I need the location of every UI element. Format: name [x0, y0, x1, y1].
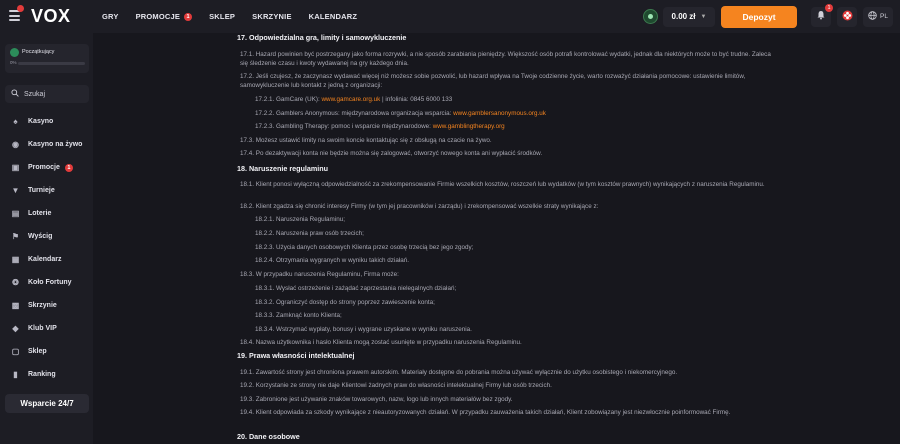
bell-icon [816, 10, 826, 23]
sidebar-item-label: Koło Fortuny [28, 279, 72, 286]
sidebar-item-label: Kasyno na żywo [28, 141, 83, 148]
paragraph: 19.3. Zabronione jest używanie znaków towarowych, nazw, logo lub innych materiałów bez zgody. [240, 396, 513, 403]
paragraph: 19.2. Korzystanie ze strony nie daje Klientowi żadnych praw do własności intelektualnej Firmy lub osób trzecich. [240, 382, 552, 389]
sidebar-item-turnieje[interactable] [0, 179, 93, 202]
notifications-button[interactable] [811, 4, 831, 27]
sidebar-item-wyscig[interactable] [0, 225, 93, 248]
section-title: 17. Odpowiedzialna gra, limity i samowykluczenie [237, 33, 407, 42]
level-card[interactable] [5, 44, 89, 73]
search-placeholder: Szukaj [24, 90, 46, 98]
sidebar-item-promocje[interactable] [0, 156, 93, 179]
paragraph: 17.4. Po dezaktywacji konta nie będzie można się zalogować, otworzyć nowego konta ani wypłacić środków. [240, 150, 543, 157]
sidebar-item-kalendarz[interactable] [0, 248, 93, 271]
paragraph: 18.3. W przypadku naruszenia Regulaminu, Firma może: [240, 271, 399, 278]
sidebar-item-sklep[interactable] [0, 340, 93, 363]
diamond-icon: ◆ [12, 324, 19, 333]
nav-promocje[interactable] [136, 12, 193, 21]
deposit-button[interactable]: Depozyt [721, 6, 797, 28]
calendar-icon: ▦ [11, 255, 20, 264]
menu-badge [17, 5, 24, 12]
level-icon [10, 48, 19, 57]
paragraph: 19.4. Klient odpowiada za szkody wynikające z nieautoryzowanych działań. W przypadku zauważenia takich działań, Klient zobowiązany jest niezwłocznie poinformować Firmę. [240, 409, 731, 416]
support-button[interactable]: Wsparcie 24/7 [5, 394, 89, 413]
nav-label: KALENDARZ [308, 12, 358, 21]
level-name: Początkujący [22, 49, 55, 55]
section-title: 19. Prawa własności intelektualnej [237, 351, 355, 360]
sidebar [0, 33, 93, 444]
paragraph: 18.3.3. Zamknąć konto Klienta; [255, 312, 342, 319]
sidebar-item-kasyno-na-zywo[interactable] [0, 133, 93, 156]
top-bar [0, 0, 900, 33]
sidebar-item-label: Wyścig [28, 233, 53, 240]
notifications-badge: 1 [825, 4, 833, 12]
logo-area [0, 0, 92, 33]
paragraph-text: 17.2.2. Gamblers Anonymous: międzynarodowa organizacja wsparcia: [255, 110, 454, 117]
paragraph: 18.2.4. Otrzymania wygranych w wyniku takich działań. [255, 257, 409, 264]
logo[interactable]: VOX [31, 6, 71, 26]
paragraph [255, 109, 775, 118]
search-input[interactable] [5, 85, 89, 103]
nav-kalendarz[interactable] [309, 12, 357, 21]
paragraph: 18.1. Klient ponosi wyłączną odpowiedzialność za zrekompensowanie Firmie wszelkich kosztów, roszczeń lub wydatków (w tym kosztów prawnych) wynikających z naruszenia Regulaminu. [240, 181, 765, 188]
level-progress-bar [18, 62, 85, 65]
link-gamcare[interactable]: www.gamcare.org.uk [321, 96, 381, 103]
chest-icon: ▩ [11, 301, 20, 310]
nav-badge: 1 [184, 13, 192, 21]
paragraph: 18.4. Nazwa użytkownika i hasło Klienta mogą zostać usunięte w przypadku naruszenia Regulaminu. [240, 339, 522, 346]
nav-sklep[interactable] [209, 12, 235, 21]
sidebar-item-kasyno[interactable] [0, 110, 93, 133]
sidebar-item-skrzynie[interactable] [0, 294, 93, 317]
spade-icon: ♠ [13, 117, 18, 126]
nav-label: SKLEP [209, 12, 236, 21]
paragraph [255, 122, 775, 131]
nav-skrzynie[interactable] [252, 12, 292, 21]
paragraph-text: 17.2.1. GamCare (UK): [255, 96, 322, 103]
language-label: PL [880, 13, 888, 20]
sidebar-item-label: Ranking [28, 371, 56, 378]
link-gamblers-anonymous[interactable]: www.gamblersanonymous.org.uk [453, 110, 546, 117]
sidebar-badge: 1 [65, 164, 73, 172]
paragraph: 18.2.1. Naruszenia Regulaminu; [255, 216, 345, 223]
gift-icon: ▣ [11, 163, 20, 172]
sidebar-item-label: Sklep [28, 348, 47, 355]
paragraph: 18.3.2. Ograniczyć dostęp do strony poprzez zawieszenie konta; [255, 299, 435, 306]
paragraph: 18.2.3. Użycia danych osobowych Klienta przez osobę trzecią bez jego zgody; [255, 244, 474, 251]
paragraph: 18.2. Klient zgadza się chronić interesy Firmy (w tym jej pracowników i zarządu) i zrekompensować wszelkie straty wynikające z: [240, 203, 599, 210]
sidebar-menu [0, 110, 93, 386]
sidebar-item-label: Kasyno [28, 118, 54, 125]
rewards-button[interactable] [837, 7, 857, 27]
sidebar-item-label: Turnieje [28, 187, 55, 194]
sidebar-item-label: Skrzynie [28, 302, 57, 309]
paragraph: 19.1. Zawartość strony jest chroniona prawem autorskim. Materiały dostępne do pobrania można używać wyłącznie do użytku osobistego i niekomercyjnego. [240, 369, 678, 376]
paragraph: 18.3.4. Wstrzymać wypłaty, bonusy i wygrane uzyskane w wyniku naruszenia. [255, 326, 472, 333]
nav-gry[interactable] [102, 12, 119, 21]
globe-icon [868, 11, 877, 22]
paragraph: 18.3.1. Wysłać ostrzeżenie i zażądać zaprzestania nielegalnych działań; [255, 285, 457, 292]
language-selector[interactable] [863, 7, 893, 27]
nav-label: PROMOCJE [135, 12, 181, 21]
sidebar-item-label: Kalendarz [28, 256, 62, 263]
sidebar-item-kolo-fortuny[interactable] [0, 271, 93, 294]
main-nav [102, 0, 374, 33]
paragraph-text: | infolinia: 0845 6000 133 [380, 96, 453, 103]
level-percent: 0% [10, 60, 17, 65]
trophy-icon: ▼ [11, 186, 20, 195]
ranking-icon: ▮ [13, 370, 18, 379]
search-icon [11, 89, 19, 99]
balance-dropdown[interactable] [663, 7, 715, 27]
sidebar-item-klub-vip[interactable] [0, 317, 93, 340]
live-icon: ◉ [12, 140, 19, 149]
section-title: 18. Naruszenie regulaminu [237, 164, 329, 173]
paragraph-text: 17.2.3. Gambling Therapy: pomoc i wsparcie międzynarodowe: [255, 123, 433, 130]
paragraph [255, 95, 775, 104]
paragraph: 18.2.2. Naruszenia praw osób trzecich; [255, 230, 364, 237]
flag-icon: ⚑ [11, 232, 20, 241]
paragraph: 17.3. Możesz ustawić limity na swoim koncie kontaktując się z obsługą na czacie na żywo. [240, 137, 492, 144]
ticket-icon: ▤ [11, 209, 20, 218]
wheel-icon: ❂ [12, 278, 19, 287]
shop-icon: ▢ [11, 347, 20, 356]
clover-icon [842, 10, 853, 24]
sidebar-item-label: Loterie [28, 210, 52, 217]
link-gambling-therapy[interactable]: www.gamblingtherapy.org [432, 123, 505, 130]
section-title: 20. Dane osobowe [237, 432, 300, 441]
chevron-down-icon: ▼ [700, 13, 707, 20]
nav-label: SKRZYNIE [252, 12, 292, 21]
nav-label: GRY [102, 12, 119, 21]
sidebar-item-ranking[interactable] [0, 363, 93, 386]
sidebar-item-label: Promocje [28, 164, 60, 171]
wallet-icon[interactable] [643, 9, 658, 24]
sidebar-item-label: Klub VIP [28, 325, 57, 332]
header-actions [643, 0, 900, 33]
sidebar-item-loterie[interactable] [0, 202, 93, 225]
balance-value: 0.00 zł [671, 12, 696, 21]
paragraph: 17.1. Hazard powinien być postrzegany jako forma rozrywki, a nie sposób zarabiania pieniędzy. Większość osób potrafi kontrolować wydatki, jednak dla niektórych może to być trudne. Zaleca się śledzenie czasu i kwoty wydawanej na gry każdego dnia. [240, 51, 771, 67]
paragraph: 17.2. Jeśli czujesz, że zaczynasz wydawać więcej niż możesz sobie pozwolić, lub hazard wpływa na Twoje codzienne życie, warto rozważyć działania pomocowe: ustawienie limitów, samowykluczenie lub kontakt z jedną z organizacji: [240, 73, 746, 89]
terms-content [237, 33, 797, 444]
